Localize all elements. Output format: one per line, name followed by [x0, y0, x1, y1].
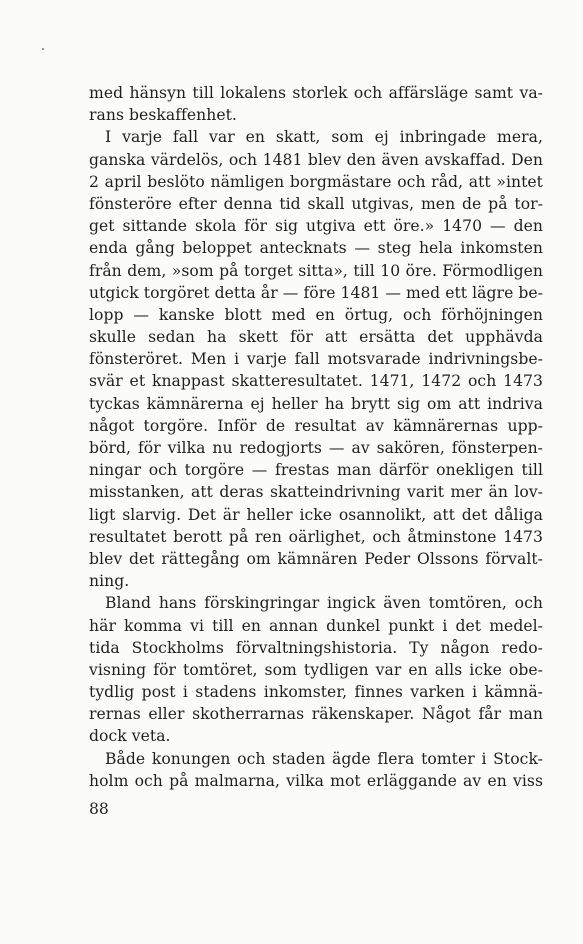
text-line: ligt slarvig. Det är heller icke osannolikt, att det dåliga [89, 505, 543, 524]
text-line: tyckas kämnärerna ej heller ha brytt sig om att indriva [89, 394, 543, 413]
text-line: 2 april beslöto nämligen borgmästare och råd, att »intet [89, 172, 543, 191]
text-line: skulle sedan ha skett för att ersätta det upphävda [89, 328, 543, 347]
text-line: misstanken, att deras skatteindrivning varit mer än lov- [89, 483, 543, 502]
text-line: ning. [89, 572, 130, 591]
text-line: lopp — kanske blott med en örtug, och förhöjningen [89, 305, 543, 324]
text-line: enda gång beloppet antecknats — steg hela inkomsten [89, 239, 543, 258]
text-line: ningar och torgöre — frestas man därför onekligen till [89, 461, 543, 480]
text-line: I varje fall var en skatt, som ej inbringade mera, [105, 128, 543, 147]
text-line: fönsteröre efter denna tid skall utgivas, men de på tor- [89, 194, 543, 213]
page-number: 88 [89, 800, 109, 818]
text-line: get sittande skola för sig utgiva ett öre.» 1470 — den [89, 217, 543, 236]
text-line: dock veta. [89, 727, 171, 746]
text-line: något torgöre. Inför de resultat av kämnärernas upp- [89, 416, 543, 435]
text-line: resultatet berott på ren oärlighet, och åtminstone 1473 [89, 527, 543, 546]
text-line: tida Stockholms förvaltningshistoria. Ty någon redo- [89, 638, 543, 657]
text-line: svär et knappast skatteresultatet. 1471, 1472 och 1473 [89, 372, 543, 391]
body-text [89, 82, 543, 792]
text-line: börd, för vilka nu redogjorts — av sakören, fönsterpen- [89, 439, 543, 457]
text-line: fönsteröret. Men i varje fall motsvarade indrivningsbe- [89, 350, 543, 369]
text-line: utgick torgöret detta år — före 1481 — med ett lägre be- [89, 283, 543, 302]
text-line: tydlig post i stadens inkomster, finnes varken i kämnä- [89, 683, 543, 702]
text-line: Både konungen och staden ägde flera tomter i Stock- [105, 749, 543, 768]
text-line: holm och på malmarna, vilka mot erläggande av en viss [89, 771, 543, 790]
text-line: Bland hans förskingringar ingick även tomtören, och [105, 594, 543, 613]
text-line: med hänsyn till lokalens storlek och affärsläge samt va- [89, 84, 543, 102]
text-line: från dem, »som på torget sitta», till 10 öre. Förmodligen [89, 261, 543, 280]
page-speck [42, 48, 44, 50]
text-line: blev det rättegång om kämnären Peder Olssons förvalt- [89, 549, 543, 568]
text-line: här komma vi till en annan dunkel punkt i det medel- [89, 616, 543, 635]
text-line: visning för tomtöret, som tydligen var en alls icke obe- [89, 660, 543, 679]
text-line: ganska värdelös, och 1481 blev den även avskaffad. Den [89, 150, 543, 169]
text-line: rernas eller skotherrarnas räkenskaper. Något får man [89, 705, 543, 724]
text-line: rans beskaffenhet. [89, 106, 237, 125]
